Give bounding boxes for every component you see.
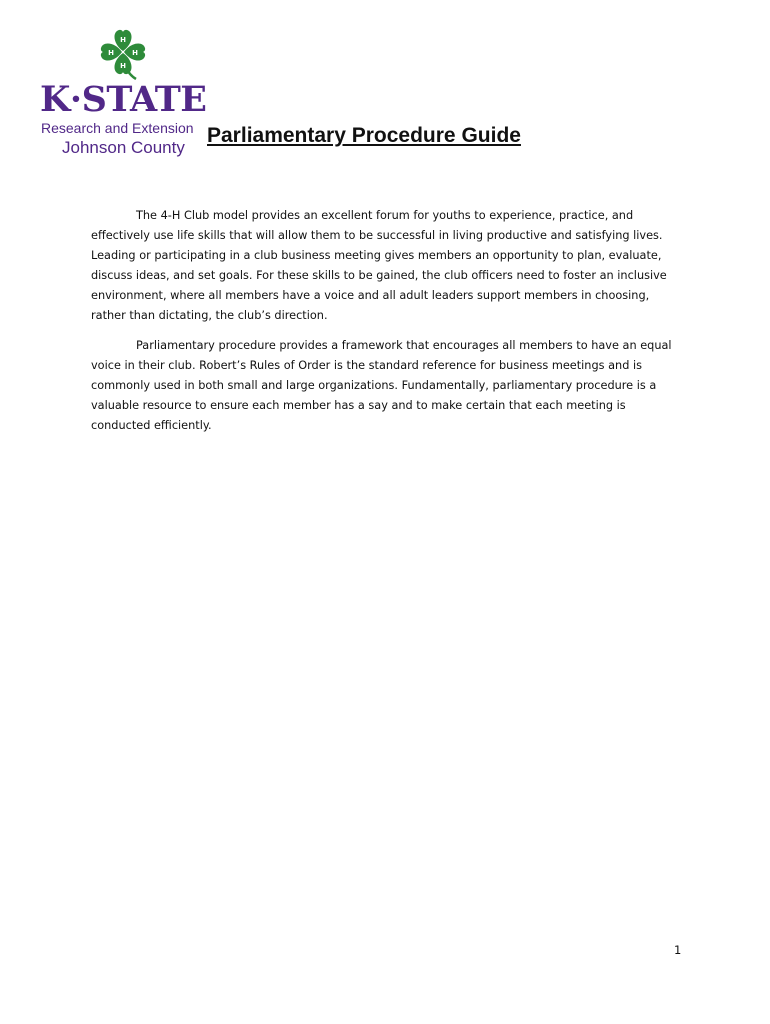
document-body bbox=[91, 206, 679, 446]
logo-county: Johnson County bbox=[62, 138, 185, 157]
4h-clover-icon bbox=[95, 24, 151, 80]
logo-research-extension: Research and Extension bbox=[41, 120, 194, 136]
paragraph: Parliamentary procedure provides a framework that encourages all members to have an equal voice in their club. Robert’s Rules of Order is the standard reference for business meetings and is commonly used in both small and large organizations. Fundamentally, parliamentary procedure is a valuable resource to ensure each member has a say and to make certain that each meeting is conducted efficiently. bbox=[91, 339, 672, 432]
paragraph: The 4-H Club model provides an excellent forum for youths to experience, practice, and effectively use life skills that will allow them to be successful in living productive and satisfying lives. Leading or participating in a club business meeting gives members an opportunity to plan, evaluate, discuss ideas, and set goals. For these skills to be gained, the club officers need to foster an inclusive environment, where all members have a voice and all adult leaders support members in choosing, rather than dictating, the club’s direction. bbox=[91, 209, 667, 322]
kstate-wordmark: K·STATE bbox=[40, 79, 207, 120]
page-number: 1 bbox=[674, 943, 682, 957]
clover-leaf-letter: H bbox=[120, 36, 126, 44]
clover-leaf-letter: H bbox=[120, 62, 126, 70]
document-title: Parliamentary Procedure Guide bbox=[207, 124, 521, 147]
clover-leaf-letter: H bbox=[108, 49, 114, 57]
clover-leaf-letter: H bbox=[132, 49, 138, 57]
